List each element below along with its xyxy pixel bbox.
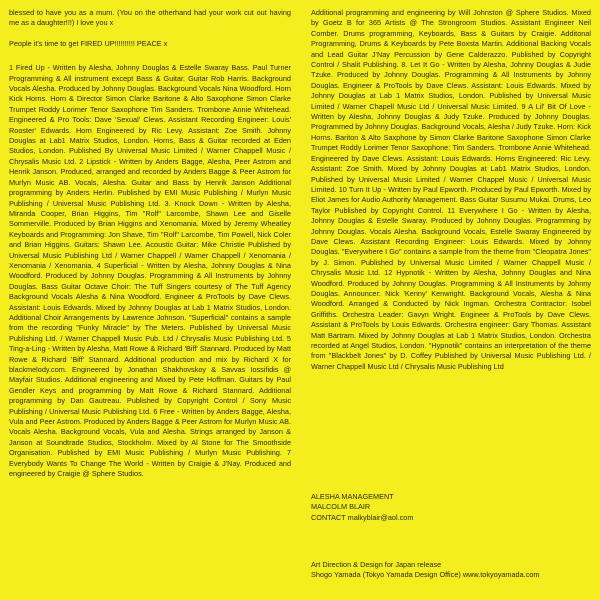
management-block	[311, 492, 413, 523]
left-column	[9, 8, 291, 479]
management-contact: CONTACT malkyblair@aol.com	[311, 512, 414, 522]
art-direction-block	[311, 560, 539, 581]
right-column	[311, 8, 591, 372]
art-direction-title: Art Direction & Design for Japan release	[311, 560, 442, 569]
track-credits-right: Additional programming and engineering by Will Johnston @ Sphere Studios. Mixed by Goetz B for 365 Artists @ The Strongroom Studios. Assistant Engineer Neil Comber. Drums programming, Keyboards, Bass & Guitars by Craigie. Additonal Programming, Drums & Keyboards by Pete Boxsta Martin. Additional Backing Vocals and Lead Guitar J'Nay Percussion by Gene Calderazzo. Published by Copyright Control / Shalit Publishing. 8. Let It Go - Written by Alesha, Johnny Douglas & Judie Tzuke. Produced by Johnny Douglas. Programming & All Instruments by Johnny Douglas. Engineer & ProTools by Dave Clews. Assistant: Louis Edwards. Mixed by Johnny Douglas at Lab 1 Matrix Studios, London. Published by Universal Music Limited / Warner Chapell Music Ltd / Universal Music Limited. 9 A Lil' Bit Of Love - Written by Alesha, Johnny Douglas & Judy Tzuke. Produced by Johnny Douglas. Programmed by Johnny Douglas. Background Vocals, Alesha / Judy Tzuke. Horn: Kick Horns. Bariton & Alto Saxphone by Simon Clarke Baritone Saxophone Simon Clarke Trumpet Roddy Lorimer Tenor Saxophone: Tim Sanders. Trombone Annie Whitehead. Engineered by Dave Clews. Assistant: Louis Edwards. Horns Engineered: Ric Levy. Assistant: Zoe Smith. Mixed by Johnny Douglas at Lab1 Matrix Studios, London. Published by Universal Music Limited / Warner Chappel Music / Universal Music Limited. 10 Turn It Up - Written by Paul Epworth. Produced by Paul Epworth. Mixed by Eliot James for Audio Authority Management. Bass Guitar Susumu Mukai. Drums, Leo Taylor Published by Copyright Control. 11 Everywhere I Go - Written by Alesha, Johnny Douglas & Estelle Swaray. Produced by Johnny Douglas. Programming by Johnny Douglas. Vocals Alesha. Background Vocals, Estelle Swaray Engineered by Dave Clews. Assistant Recording Engineer: Louis Edwards. Mixed by Johnny Douglas. "Everywhere I Go" contains a sample from the theme from "Cleopatra Jones" by J. Simon. Published by Universal Music Limited / Warner Chappell Music / Chrysalis Music Ltd. 12 Hypnotik - Written by Alesha, Johnny Douglas and Nina Woodford. Produced by Johnny Douglas. Programming & All Instruments by Johnny Douglas. Announcer: Nick 'Kenny' Kenwright. Background Vocals, Alesha & Nina Woodford. Arranged & Conducted by Nick Ingman. Orchestra Contractor: Isobel Griffiths. Orchestra Leader: Gavyn Wright. Engineer & ProTools by Dave Clews. Assistant & ProTools by Louis Edwards. Orchestra engineer: Gary Thomas. Assistant Matt Bartram. Mixed by Johnny Douglas at Lab 1 Matrix Studios, London. Orchestra recorded at Angel Studios, London. "Hypnotik" contains an interpretation of the theme from "Blackbelt Jones" by D. Coffey Published by Universal Music Publishing Ltd. / Warner Chappell Music Ltd / Chrysalis Music Publishing Ltd	[311, 8, 591, 371]
management-name: MALCOLM BLAIR	[311, 502, 371, 512]
art-direction-credit: Shogo Yamada (Tokyo Yamada Design Office) www.tokyoyamada.com	[311, 570, 540, 580]
intro-text: blessed to have you as a mum. (You on the otherhand had your work cut out having me as a daughter!!!) I love you x	[9, 8, 291, 28]
management-title: ALESHA MANAGEMENT	[311, 492, 394, 501]
track-credits-left: 1 Fired Up - Written by Alesha, Johnny Douglas & Estelle Swaray Bass. Paul Turner Programming & All instrument except Bass & Guitar. Guitar Rob Harris. Background Vocals Alesha. Produced by Johnny Douglas. Background Vocals Nina Woodford. Horn Kick Horns. Horn & Director Simon Clarke Baritone & Alto Saxophone Simon Clarke Trumpet Roddy Lorimer Tenor Saxophone Tim Sanders. Trombone Annie Whitehead. Engineered & Pro Tools: Dave 'Sexual' Clews. Assistant Recording Engineer: Louis' Rooster' Edwards. Horn Engineered by Ric Levy. Assistant: Zoe Smith. Johnny Douglas at Lab1 Matrix Studios, London. Horns, Bass & Guitar recorded at Eden Studios, London. Published By Universal Music Limited / Warner Chappell Music / Chrysalis Music Ltd. 2 Lipstick - Written by Anders Bagge, Alesha, Peer Astrom and Henrik Janson. Produced, arranged and recorded by Anders Bagge & Peer Astrom for Murlyn Music AB. Vocals, Alesha. Guitar and Bass by Henrik Janson Additional programming by Anders Herlin. Published by EMI Music Publishing / Murlyn Music Publishing / Universal Music Publishing Ltd. 3. Knock Down - Written by Alesha, Miranda Cooper, Brian Higgins, Tim "Rolf" Larcombe, Shawn Lee and Giselle Sommerville. Produced by Brian Higgins and Xenomania. Mixed by Jeremy Wheatley Keyboards and Programming: Jon Shave, Tim "Rolf" Larcombe, Tim Powell, Nick Coler and Brian Higgins. Guitars: Shawn Lee. Acoustic Guitar: Mike Christie Published by Universal Music Publishing Ltd / Warner Chappell / Warner Chappell / Xenomania / Xenomania / Xenomania. 4 Superficial - Written by Alesha, Johnny Douglas & Nina Woodford. Produced by Johnny Douglas. Programming & All Instruments by Johnny Douglas. Bass Guitar Octave Choir: The Tuff Singers courtesy of The Tuff Agency Background Vocals Alesha & Nina Woodford. Engineer & ProTools by Dave Clews. Assistant: Louis Edwards. Mixed by Johnny Douglas at Lab 1 Matrix Studios, London. Additional Choir Arrangements by Lawrence Johnson. "Superficial" contains a sample from the recording "Funky Miracle" by The Meters. Published by Universal Music Publishing Ltd. / Warner Chappell Music Pub. Ltd / Chrysalis Music Publishing Ltd. 5 Ting-a-Ling - Written by Alesha, Matt Rowe & Richard 'Biff' Stannard. Produced by Matt Rowe & Richard 'Biff' Stannard. Additional production and mix by Richard X for blackmelody.com. Engineered by Jonathan Shakhovskoy & Savvas Iossifidis @ Mayfair Studios. Additional engineering and Mixed by Pete Hoffman. Guitars by Paul Gendler Keys and programming by Matt Rowe & Richard Stannard. Additional programming by Dan Gautreau. Published by Copyright Control / Sony Music Publishing / Universal Music Publishing Ltd. 6 Free - Written by Anders Bagge, Alesha, Vula and Peer Astrom. Produced by Anders Bagge & Peer Astrom for Murlyn Music AB. Vocals Alesha. Background Vocals, Vula and Alesha. Strings arranged by Janson & Janson at Soundtrade Studios, Stockholm. Mixed by Al Stone for The Smoothside Organisation. Published by EMI Music Publishing / Murlyn Music Publishing. 7 Everybody Wants To Change The World - Written by Craigie & J'Nay. Produced and engineered by Craigie @ Sphere Studios.	[9, 63, 291, 479]
fired-up-text: People it's time to get FIRED UP!!!!!!!!!! PEACE x	[9, 38, 168, 48]
